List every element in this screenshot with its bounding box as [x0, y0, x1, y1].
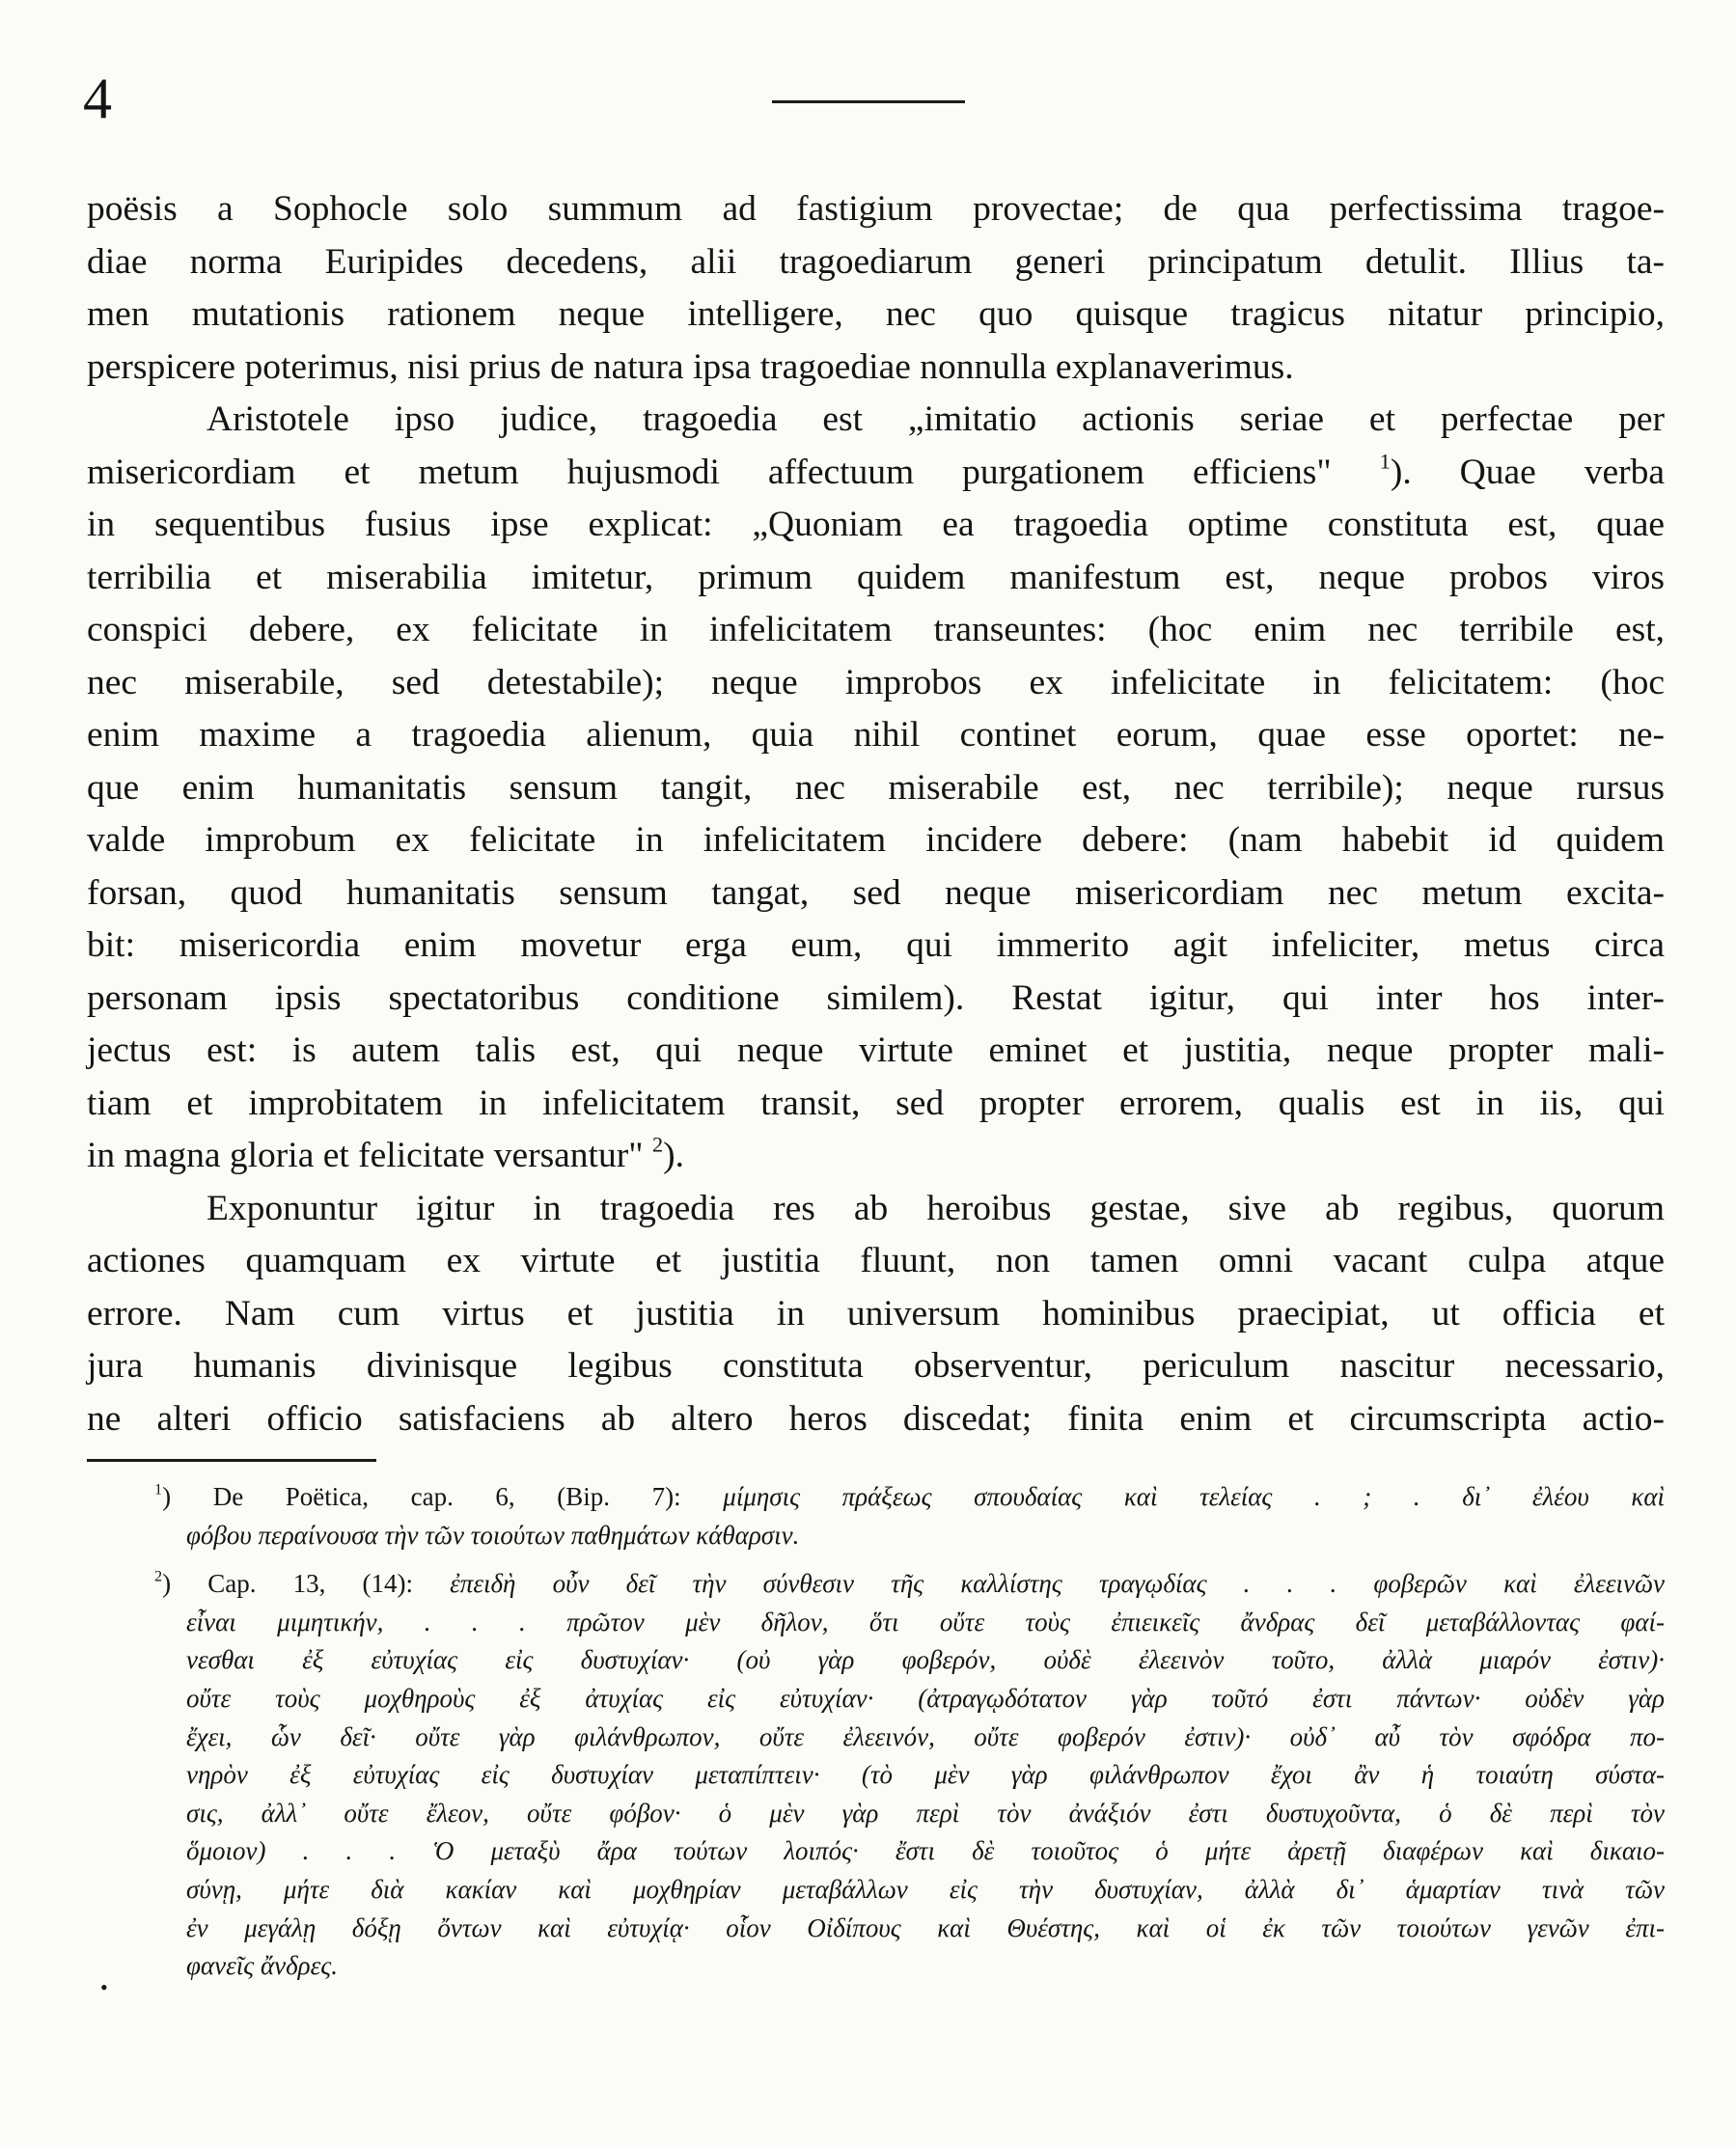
- text-line-content: Exponuntur igitur in tragoedia res ab heroibus gestae, sive ab regibus, quorum: [207, 1188, 1665, 1228]
- text-line: [87, 604, 1665, 657]
- text-line-content: tiam et improbitatem in infelicitatem transit, sed propter errorem, qualis est in iis, qui: [87, 1083, 1665, 1123]
- footnote-greek-text: σύνῃ, μήτε διὰ κακίαν καὶ μοχθηρίαν μεταβάλλων εἰς τὴν δυστυχίαν, ἀλλὰ δι᾽ ἁμαρτίαν τινὰ τῶν: [186, 1874, 1665, 1904]
- text-line-content: enim maxime a tragoedia alienum, quia nihil continet eorum, quae esse oportet: ne-: [87, 715, 1665, 755]
- footnote: [87, 1565, 1665, 1986]
- footnote-line: [87, 1565, 1665, 1604]
- footnote-greek-text: σις, ἀλλ᾽ οὔτε ἔλεον, οὔτε φόβον· ὁ μὲν γὰρ περὶ τὸν ἀνάξιόν ἐστι δυστυχοῦντα, ὁ δὲ περὶ τὸν: [186, 1798, 1665, 1828]
- footnote-line: [87, 1517, 1665, 1555]
- text-line: [87, 867, 1665, 921]
- footnote-line: [87, 1832, 1665, 1871]
- footnote-marker: 2: [154, 1567, 163, 1585]
- footnote-line: [87, 1910, 1665, 1948]
- text-line: [87, 1130, 1665, 1183]
- footnote-line: [87, 1641, 1665, 1680]
- text-line: [87, 289, 1665, 342]
- text-line: [87, 183, 1665, 236]
- text-line-tail: ).: [663, 1136, 685, 1175]
- footnote-line: [87, 1947, 1665, 1986]
- text-line-tail: ). Quae verba: [1390, 452, 1665, 492]
- footnote-greek-text: νεσθαι ἐξ εὐτυχίας εἰς δυστυχίαν· (οὐ γὰρ φοβερόν, οὐδὲ ἐλεεινὸν τοῦτο, ἀλλὰ μιαρόν ἐστιν)·: [186, 1645, 1665, 1675]
- text-line: [87, 1393, 1665, 1446]
- text-line-content: terribilia et miserabilia imitetur, primum quidem manifestum est, neque probos viros: [87, 557, 1665, 597]
- footnote-greek-text: φόβου περαίνουσα τὴν τῶν τοιούτων παθημάτων κάθαρσιν.: [186, 1520, 800, 1550]
- footnote-line: [87, 1871, 1665, 1910]
- footnote-greek-text: φανεῖς ἄνδρες.: [186, 1951, 338, 1981]
- text-line: [87, 1340, 1665, 1393]
- text-line-content: in magna gloria et felicitate versantur": [87, 1136, 652, 1175]
- text-line-content: jura humanis divinisque legibus constituta observentur, periculum nascitur necessario,: [87, 1346, 1665, 1386]
- footnote-greek-text: ὅμοιον) . . . Ὁ μεταξὺ ἄρα τούτων λοιπός· ἔστι δὲ τοιοῦτος ὁ μήτε ἀρετῇ διαφέρων καὶ δικαιο-: [186, 1836, 1665, 1866]
- footnotes-block: [87, 1478, 1665, 1986]
- footnote-line: [87, 1478, 1665, 1517]
- footnote-greek-text: μίμησις πράξεως σπουδαίας καὶ τελείας . ; . δι᾽ ἐλέου καὶ: [723, 1482, 1666, 1511]
- footnote-greek-text: νηρὸν ἐξ εὐτυχίας εἰς δυστυχίαν μεταπίπτειν· (τὸ μὲν γὰρ φιλάνθρωπον ἔχοι ἂν ἡ τοιαύτη σύστα-: [186, 1760, 1665, 1790]
- text-line-content: perspicere poterimus, nisi prius de natura ipsa tragoediae nonnulla explanaverimus.: [87, 346, 1294, 387]
- text-line-content: que enim humanitatis sensum tangit, nec miserabile est, nec terribile); neque rursus: [87, 767, 1665, 808]
- text-line: [87, 1078, 1665, 1131]
- text-line-content: men mutationis rationem neque intelligere, nec quo quisque tragicus nitatur principio,: [87, 294, 1665, 334]
- text-line-content: personam ipsis spectatoribus conditione similem). Restat igitur, qui inter hos inter-: [87, 977, 1665, 1018]
- text-line: [87, 342, 1665, 395]
- text-line: [87, 920, 1665, 973]
- text-line-content: jectus est: is autem talis est, qui neque virtute eminet et justitia, neque propter mali-: [87, 1031, 1665, 1070]
- text-line: [87, 762, 1665, 815]
- text-line: [87, 709, 1665, 762]
- header-rule: [772, 100, 965, 103]
- text-line-content: poësis a Sophocle solo summum ad fastigium provectae; de qua perfectissima tragoe-: [87, 189, 1665, 229]
- text-line-content: conspici debere, ex felicitate in infelicitatem transeuntes: (hoc enim nec terribile est,: [87, 610, 1665, 649]
- text-line-content: misericordiam et metum hujusmodi affectuum purgationem efficiens": [87, 452, 1380, 492]
- stray-mark: •: [100, 1975, 108, 1999]
- footnote-line: [87, 1604, 1665, 1642]
- text-line-content: diae norma Euripides decedens, alii tragoediarum generi principatum detulit. Illius ta-: [87, 241, 1665, 282]
- text-line: [87, 447, 1665, 500]
- text-line: [87, 973, 1665, 1026]
- text-line-content: nec miserabile, sed detestabile); neque improbos ex infelicitate in felicitatem: (hoc: [87, 662, 1665, 702]
- footnote-greek-text: οὔτε τοὺς μοχθηροὺς ἐξ ἀτυχίας εἰς εὐτυχίαν· (ἀτραγῳδότατον γὰρ τοῦτό ἐστι πάντων· οὐδὲν γὰρ: [186, 1683, 1665, 1713]
- text-line-content: actiones quamquam ex virtute et justitia fluunt, non tamen omni vacant culpa atque: [87, 1241, 1665, 1280]
- text-line: [87, 1288, 1665, 1341]
- footnote-reference: 1: [1379, 448, 1391, 473]
- footnote-greek-text: ἐν μεγάλῃ δόξῃ ὄντων καὶ εὐτυχίᾳ· οἷον Οἰδίπους καὶ Θυέστης, καὶ οἱ ἐκ τῶν τοιούτων γενῶν ἐπι-: [186, 1912, 1665, 1942]
- text-line-content: ne alteri officio satisfaciens ab altero heros discedat; finita enim et circumscripta actio-: [87, 1398, 1665, 1439]
- footnote-line: [87, 1719, 1665, 1757]
- text-line-content: in sequentibus fusius ipse explicat: „Quoniam ea tragoedia optime constituta est, quae: [87, 505, 1665, 544]
- footnote-rule: [87, 1459, 376, 1462]
- text-line: [87, 552, 1665, 605]
- text-line: [87, 499, 1665, 552]
- text-line-content: Aristotele ipso judice, tragoedia est „imitatio actionis seriae et perfectae per: [207, 399, 1665, 439]
- text-line-content: bit: misericordia enim movetur erga eum, qui immerito agit infeliciter, metus circa: [87, 925, 1665, 965]
- text-line: [87, 657, 1665, 710]
- main-text-block: [87, 183, 1665, 1445]
- footnote-reference: 2: [651, 1132, 664, 1157]
- footnote-marker: 1: [154, 1480, 163, 1499]
- text-line: [87, 1025, 1665, 1078]
- footnote-line: [87, 1795, 1665, 1833]
- footnote-line: [87, 1756, 1665, 1795]
- text-line-content: errore. Nam cum virtus et justitia in universum hominibus praecipiat, ut officia et: [87, 1293, 1665, 1334]
- footnote-greek-text: ἔχει, ὧν δεῖ· οὔτε γὰρ φιλάνθρωπον, οὔτε ἐλεεινόν, οὔτε φοβερόν ἐστιν)· οὐδ᾽ αὖ τὸν σφόδρα πο-: [186, 1721, 1665, 1751]
- text-line-content: forsan, quod humanitatis sensum tangat, sed neque misericordiam nec metum excita-: [87, 872, 1665, 913]
- text-line: [87, 1235, 1665, 1288]
- footnote-citation: ) De Poëtica, cap. 6, (Bip. 7):: [162, 1482, 724, 1511]
- footnote-line: [87, 1680, 1665, 1719]
- text-line: [87, 394, 1665, 447]
- text-line-content: valde improbum ex felicitate in infelicitatem incidere debere: (nam habebit id quidem: [87, 820, 1665, 860]
- footnote-citation: ) Cap. 13, (14):: [162, 1569, 451, 1599]
- text-line: [87, 814, 1665, 867]
- footnote-greek-text: εἶναι μιμητικήν, . . . πρῶτον μὲν δῆλον, ὅτι οὔτε τοὺς ἐπιεικεῖς ἄνδρας δεῖ μεταβάλλοντας φαί-: [186, 1607, 1665, 1636]
- text-line: [87, 1183, 1665, 1236]
- page-number: 4: [83, 67, 112, 130]
- footnote-greek-text: ἐπειδὴ οὖν δεῖ τὴν σύνθεσιν τῆς καλλίστης τραγῳδίας . . . φοβερῶν καὶ ἐλεεινῶν: [450, 1569, 1665, 1599]
- text-line: [87, 236, 1665, 289]
- footnote: [87, 1478, 1665, 1554]
